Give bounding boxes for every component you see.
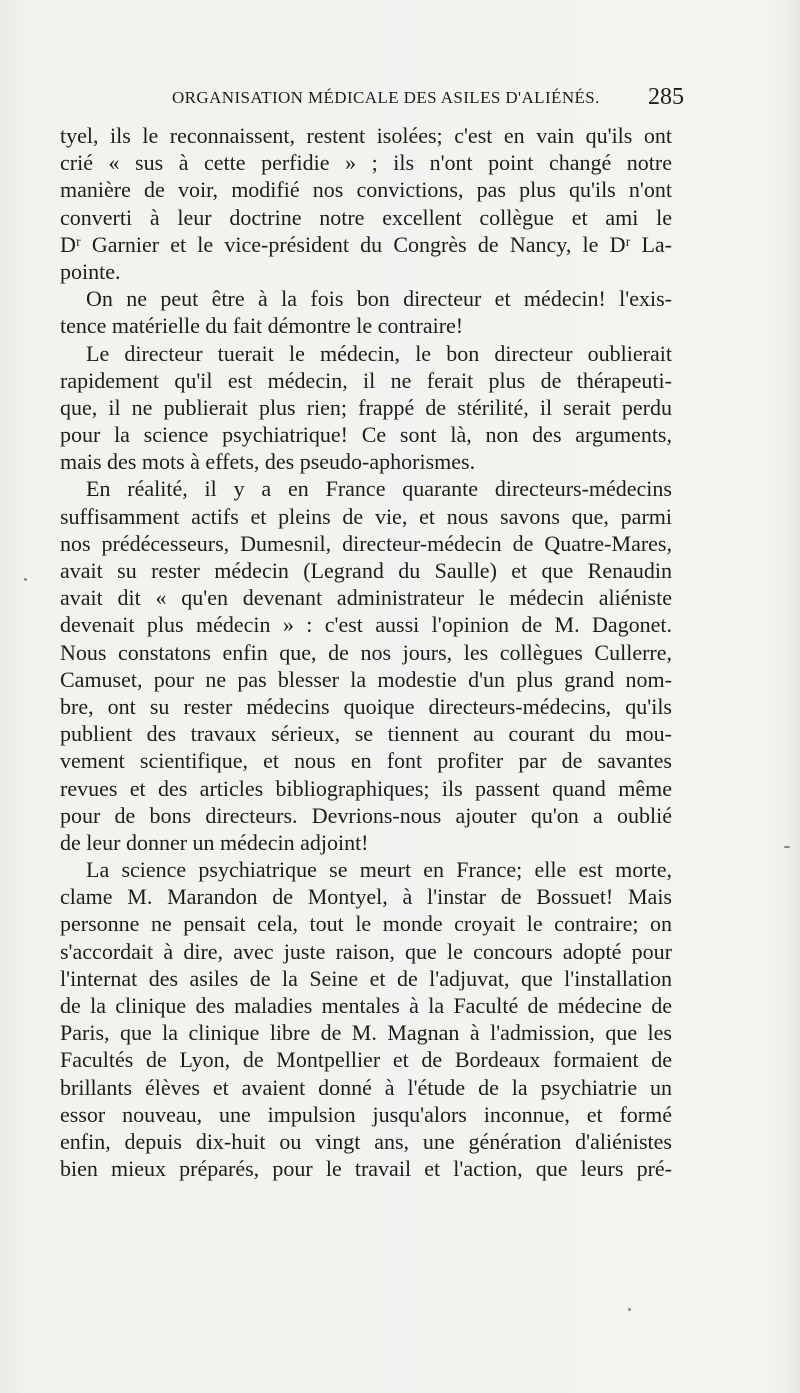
text-line: essor nouveau, une impulsion jusqu'alors inconnue, et formé xyxy=(60,1101,672,1127)
text-line: Camuset, pour ne pas blesser la modestie d'un plus grand nom- xyxy=(60,666,672,692)
text-line: Paris, que la clinique libre de M. Magnan à l'admission, que les xyxy=(60,1020,672,1046)
text-line: Nous constatons enfin que, de nos jours, les collègues Cullerre, xyxy=(60,639,672,665)
text-line: suffisamment actifs et pleins de vie, et nous savons que, parmi xyxy=(60,503,672,529)
text-line: devenait plus médecin » : c'est aussi l'opinion de M. Dagonet. xyxy=(60,612,672,638)
text-line: tyel, ils le reconnaissent, restent isolées; c'est en vain qu'ils ont xyxy=(60,123,672,148)
text-line: Dʳ Garnier et le vice-président du Congrès de Nancy, le Dʳ La- xyxy=(60,231,672,257)
text-line: pointe. xyxy=(60,258,121,284)
text-line: bien mieux préparés, pour le travail et l'action, que leurs pré- xyxy=(60,1156,672,1182)
paragraph-first-line: On ne peut être à la fois bon directeur et médecin! l'exis- xyxy=(86,286,672,312)
text-line: de la clinique des maladies mentales à la Faculté de médecine de xyxy=(60,993,672,1018)
text-line: enfin, depuis dix-huit ou vingt ans, une génération d'aliénistes xyxy=(60,1128,672,1154)
paragraph-first-line: La science psychiatrique se meurt en France; elle est morte, xyxy=(86,857,672,883)
text-line: avait su rester médecin (Legrand du Saulle) et que Renaudin xyxy=(60,558,672,583)
text-line: clame M. Marandon de Montyel, à l'instar de Bossuet! Mais xyxy=(60,884,672,910)
text-line: converti à leur doctrine notre excellent collègue et ami le xyxy=(60,204,672,230)
text-line: nos prédécesseurs, Dumesnil, directeur-médecin de Quatre-Mares, xyxy=(60,530,672,556)
text-line: brillants élèves et avaient donné à l'étude de la psychiatrie un xyxy=(60,1074,672,1100)
paper-speck xyxy=(24,578,27,581)
running-head xyxy=(60,84,686,114)
running-title: ORGANISATION MÉDICALE DES ASILES D'ALIÉNÉS. xyxy=(172,88,600,107)
text-line: que, il ne publierait plus rien; frappé de stérilité, il serait perdu xyxy=(60,394,672,420)
page-number: 285 xyxy=(648,84,684,110)
text-line: revues et des articles bibliographiques; ils passent quand même xyxy=(60,775,672,801)
paper-speck xyxy=(628,1308,631,1311)
text-line: Facultés de Lyon, de Montpellier et de Bordeaux formaient de xyxy=(60,1047,672,1073)
text-line: publient des travaux sérieux, se tiennent au courant du mou- xyxy=(60,721,672,747)
text-line: crié « sus à cette perfidie » ; ils n'ont point changé notre xyxy=(60,150,672,176)
text-line: avait dit « qu'en devenant administrateur le médecin aliéniste xyxy=(60,585,672,611)
text-line: pour de bons directeurs. Devrions-nous ajouter qu'on a oublié xyxy=(60,802,672,828)
paragraph-first-line: Le directeur tuerait le médecin, le bon directeur oublierait xyxy=(86,340,672,366)
text-line: mais des mots à effets, des pseudo-aphorismes. xyxy=(60,449,476,475)
body-text xyxy=(60,122,672,1182)
paragraph-first-line: En réalité, il y a en France quarante directeurs-médecins xyxy=(86,476,672,502)
text-line: pour la science psychiatrique! Ce sont là, non des arguments, xyxy=(60,422,672,448)
text-line: manière de voir, modifié nos convictions, pas plus qu'ils n'ont xyxy=(60,177,672,203)
text-line: l'internat des asiles de la Seine et de l'adjuvat, que l'installation xyxy=(60,965,672,991)
text-line: bre, ont su rester médecins quoique directeurs-médecins, qu'ils xyxy=(60,693,672,719)
text-line: vement scientifique, et nous en font profiter par de savantes xyxy=(60,748,672,774)
paper-speck xyxy=(784,846,790,848)
text-line: rapidement qu'il est médecin, il ne ferait plus de thérapeuti- xyxy=(60,367,672,393)
text-line: s'accordait à dire, avec juste raison, que le concours adopté pour xyxy=(60,938,672,964)
text-line: de leur donner un médecin adjoint! xyxy=(60,829,369,855)
text-line: personne ne pensait cela, tout le monde croyait le contraire; on xyxy=(60,911,672,937)
text-line: tence matérielle du fait démontre le contraire! xyxy=(60,313,464,339)
